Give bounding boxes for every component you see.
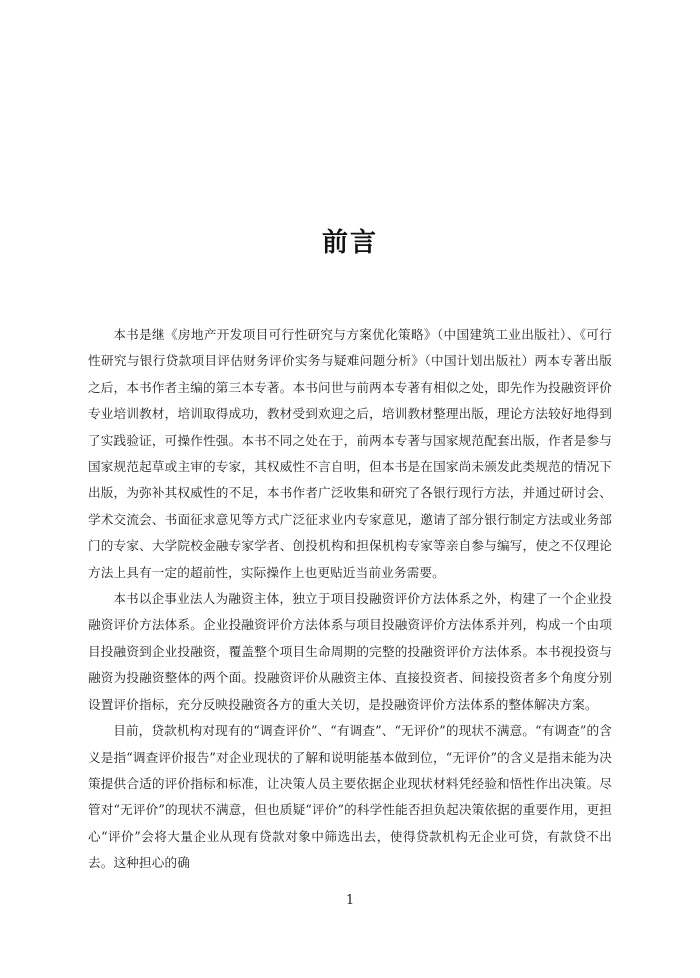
paragraph-3: 目前，贷款机构对现有的“调查评价”、“有调查”、“无评价”的现状不满意。“有调查”的含义是指“调查评价报告”对企业现状的了解和说明能基本做到位，“无评价”的含义是指未能为决策提供合适的评价指标和标准，让决策人员主要依据企业现状材料凭经验和悟性作出决策。尽管对“无评价”的现状不满意，但也质疑“评价”的科学性能否担负起决策依据的重要作用，更担心“评价”会将大量企业从现有贷款对象中筛选出去，使得贷款机构无企业可贷，有款贷不出去。这种担心的确 xyxy=(88,723,612,871)
paragraph-2: 本书以企事业法人为融资主体，独立于项目投融资评价方法体系之外，构建了一个企业投融资评价方法体系。企业投融资评价方法体系与项目投融资评价方法体系并列，构成一个由项目投融资到企业投融资，覆盖整个项目生命周期的完整的投融资评价方法体系。本书视投资与融资为投融资整体的两个面。投融资评价从融资主体、直接投资者、间接投资者多个角度分别设置评价指标，充分反映投融资各方的重大关切，是投融资评价方法体系的整体解决方案。 xyxy=(88,591,612,712)
paragraph-1: 本书是继《房地产开发项目可行性研究与方案优化策略》（中国建筑工业出版社）、《可行性研究与银行贷款项目评估财务评价实务与疑难问题分析》（中国计划出版社）两本专著出版之后，本书作者主编的第三本专著。本书问世与前两本专著有相似之处，即先作为投融资评价专业培训教材，培训取得成功，教材受到欢迎之后，培训教材整理出版，理论方法较好地得到了实践验证，可操作性强。本书不同之处在于，前两本专著与国家规范配套出版，作者是参与国家规范起草或主审的专家，其权威性不言自明，但本书是在国家尚未颁发此类规范的情况下出版，为弥补其权威性的不足，本书作者广泛收集和研究了各银行现行方法，并通过研讨会、学术交流会、书面征求意见等方式广泛征求业内专家意见，邀请了部分银行制定方法或业务部门的专家、大学院校金融专家学者、创投机构和担保机构专家等亲自参与编写，使之不仅理论方法上具有一定的超前性，实际操作上也更贴近当前业务需要。 xyxy=(88,327,612,580)
page-title: 前言 xyxy=(321,228,378,258)
page-number: 1 xyxy=(345,893,355,908)
body-text xyxy=(88,322,612,877)
